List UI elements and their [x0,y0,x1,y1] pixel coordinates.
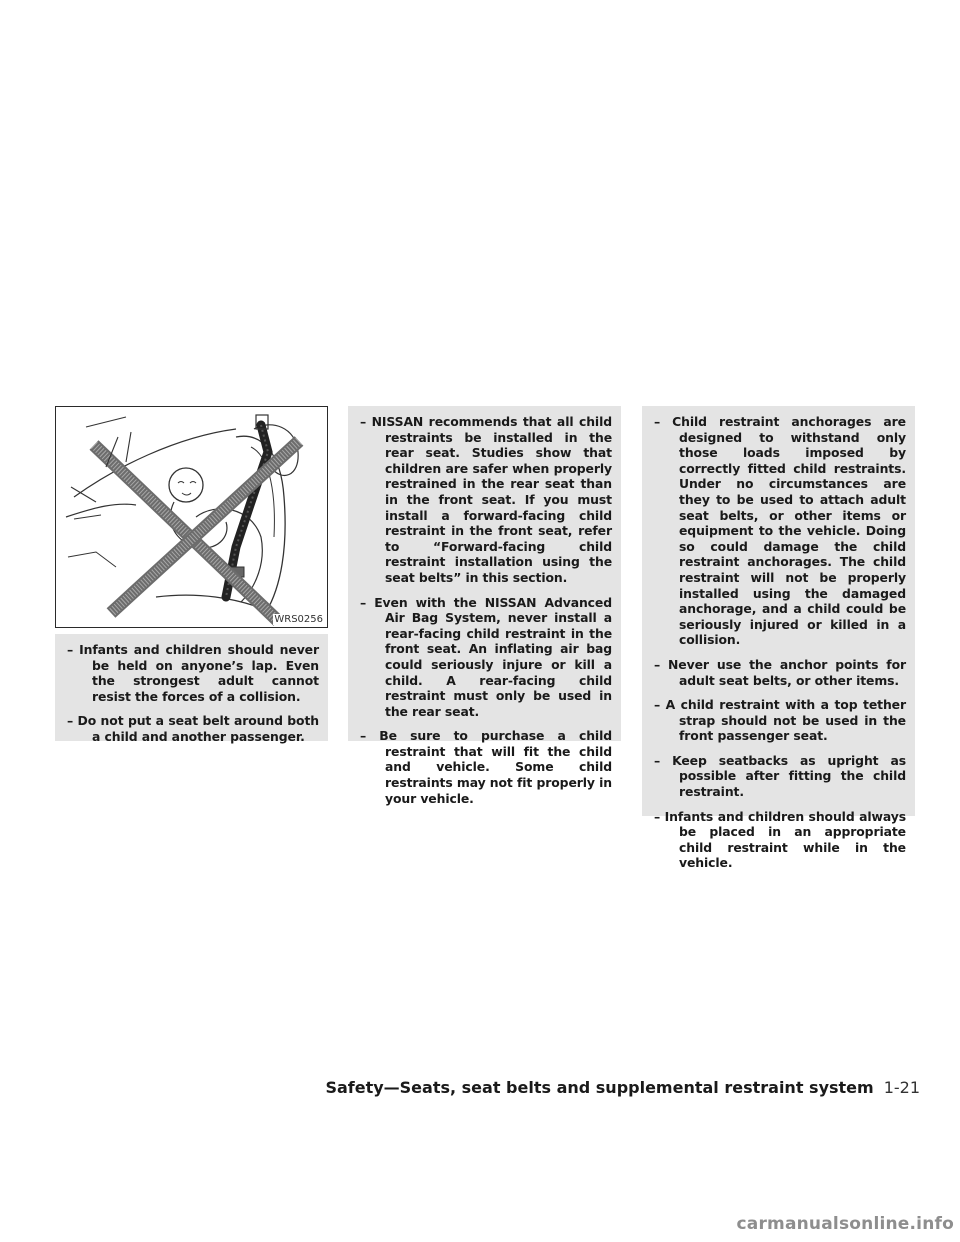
warning-column-3 [642,406,915,871]
illustration-figure [55,406,328,628]
warning-item: – Infants and children should always be placed in an appropriate child restraint while in the vehicle. [654,808,906,871]
section-title: Safety—Seats, seat belts and supplemental restraint system [325,1078,874,1097]
warning-item: – Child restraint anchorages are designed to withstand only those loads imposed by correctly fitted child restraints. Under no circumstances are they to be used to attach adult seat belts, or other items or equipment to the vehicle. Doing so could damage the child restraint anchorages. The child restraint will not be properly installed using the damaged anchorage, and a child could be seriously injured or killed in a collision. [654,414,906,648]
warning-item: – NISSAN recommends that all child restraints be installed in the rear seat. Studies show that children are safer when properly restrained in the rear seat than in the front seat. If you must install a forward-facing child restraint in the front seat, refer to “Forward-facing child restraint installation using the seat belts” in this section. [360,414,612,585]
warning-item: – Never use the anchor points for adult seat belts, or other items. [654,656,906,688]
warning-item: – Keep seatbacks as upright as possible after fitting the child restraint. [654,752,906,800]
warning-item: – Be sure to purchase a child restraint that will fit the child and vehicle. Some child restraints may not fit properly in your vehicle. [360,728,612,806]
watermark: carmanualsonline.info [736,1214,954,1234]
warning-item: – A child restraint with a top tether strap should not be used in the front passenger seat. [654,697,906,744]
figure-code: WRS0256 [274,614,323,625]
warning-column-1 [55,634,328,744]
warning-column-2 [348,406,621,806]
warning-item: – Do not put a seat belt around both a child and another passenger. [67,713,319,744]
child-on-lap-illustration [56,407,328,628]
page-footer [325,1078,920,1097]
warning-item: – Infants and children should never be held on anyone’s lap. Even the strongest adult cannot resist the forces of a collision. [67,642,319,704]
page-number: 1-21 [883,1078,920,1097]
warning-item: – Even with the NISSAN Advanced Air Bag System, never install a rear-facing child restraint in the front seat. An inflating air bag could seriously injure or kill a child. A rear-facing child restraint must only be used in the rear seat. [360,594,612,719]
